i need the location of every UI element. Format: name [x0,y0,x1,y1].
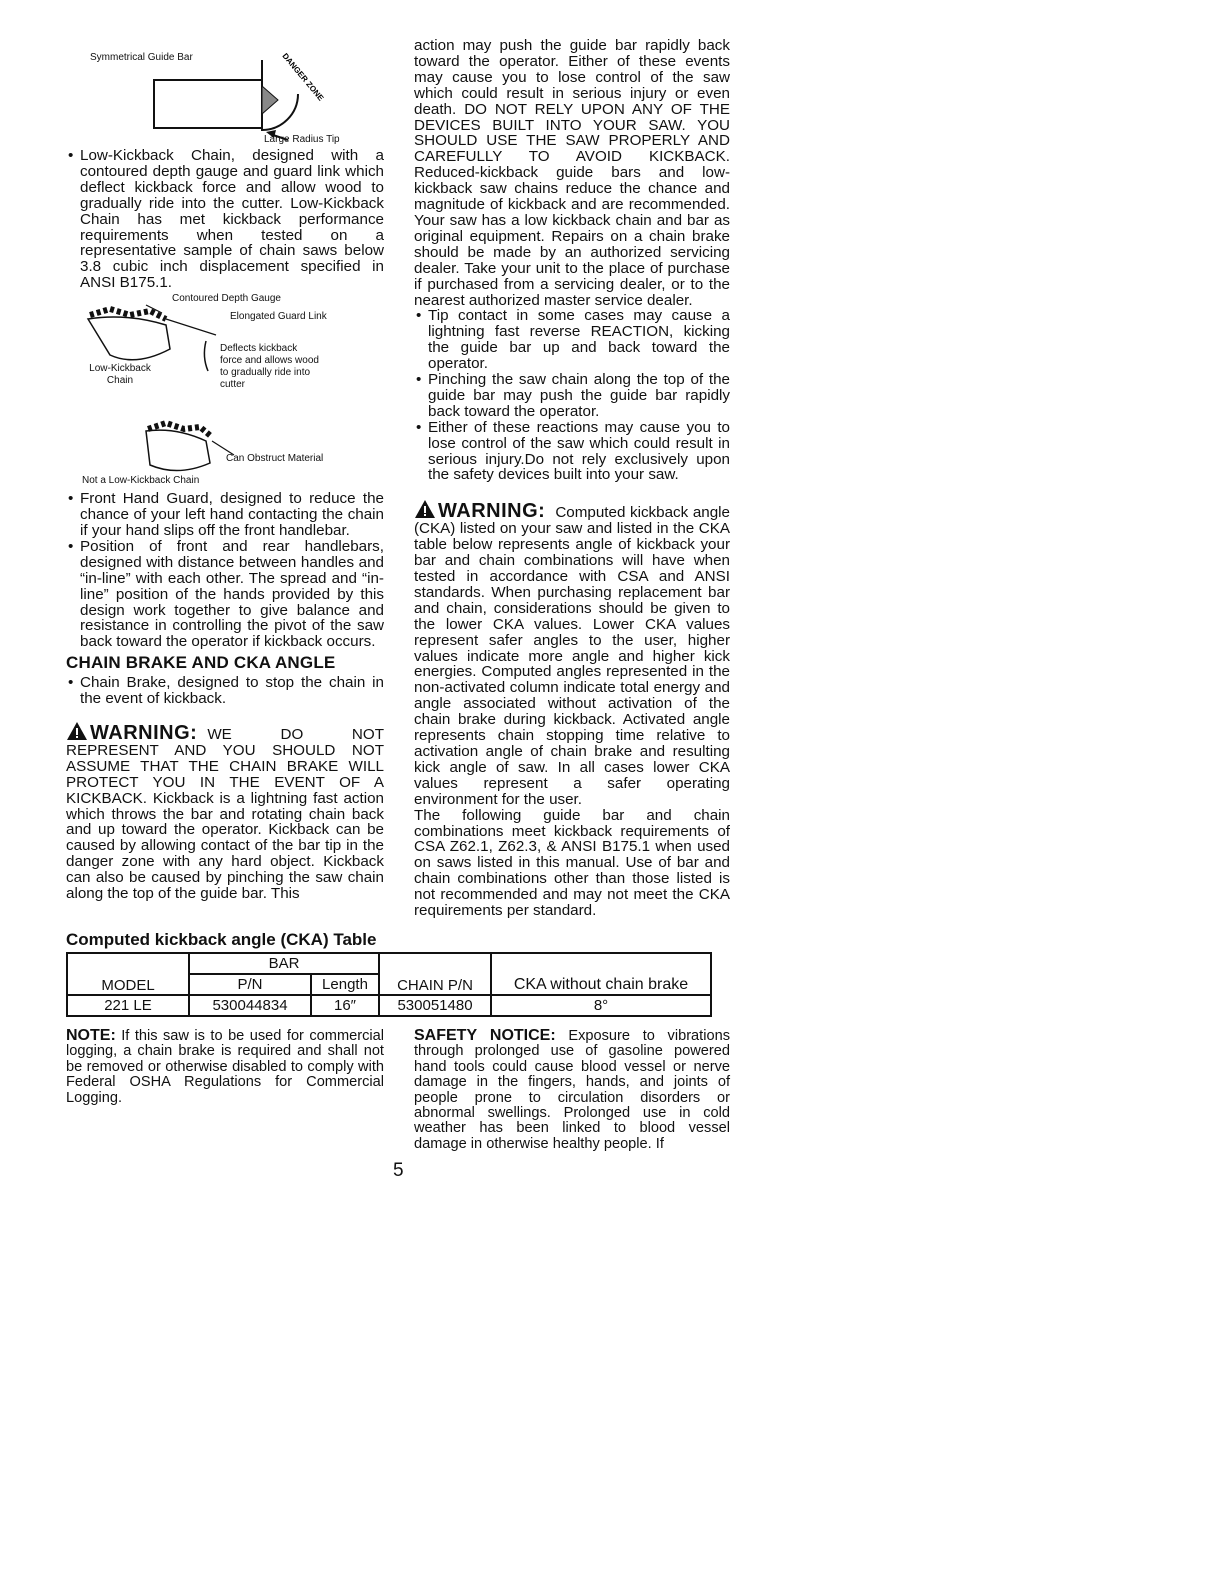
warning-icon [66,721,88,741]
length-cell: 16″ [311,995,379,1016]
pn-header: P/N [189,974,311,995]
warning-body: angle (CKA) listed on your saw and listed in the CKA table below represents angle of kickback your bar and chain combinations will have when tested in accordance with CSA and ANSI standards. When purchasing replacement bar and chain, considerations should be given to the lower CKA values. Lower CKA values represent safer angles to the user, higher values indicate more angle and higher kick energies. Computed angles represented in the non-activated column indicate total energy and angle associated without activation of the chain brake during kickback. Activated angle represents chain stopping time relative to activation angle of chain brake and resulting kick angle of saw. In all cases lower CKA values represent a safer operating environment for the user. [414,504,730,808]
low-kickback-bullet: • Low-Kickback Chain, designed with a contoured depth gauge and guard link which deflect kickback force and allow wood to gradually ride into the cutter. Low-Kickback Chain has met kickback performance requirements when tested on a representative sample of chain saws below 3.8 cubic inch displacement specified in ANSI B175.1. [66,148,384,291]
warning-body: Kickback is a lightning fast action which throws the bar and rotating chain back and up toward the operator. Kickback can be caused by allowing contact of the bar tip in the danger zone with any hard object. Kickback can also be caused by pinching the saw chain along the top of the guide bar. This [66,789,384,903]
right-warning [414,499,730,807]
not-low-label: Not a Low-Kickback Chain [82,475,200,487]
table-row [67,995,711,1016]
deflects-label: Deflects kickback force and allows wood to gradually ride into cutter [220,343,319,391]
chain-brake-heading: CHAIN BRAKE AND CKA ANGLE [66,653,336,673]
following-combinations: The following guide bar and chain combinations meet kickback requirements of CSA Z62.1, Z62.3, & ANSI B175.1 when used on saws listed in this manual. Use of bar and chain combinations other than those listed is not recommended and may not meet the CKA requirements per standard. [414,806,730,920]
left-warning [66,721,384,902]
note-body: If this saw is to be used for commercial logging, a chain brake is required and shall not be removed or otherwise disabled to comply with Federal OSHA Regulations for Commercial Logging. [66,1028,384,1106]
cka-cell: 8° [491,995,711,1016]
safety-bullets-1 [66,148,384,291]
left-column [66,38,384,902]
either-reaction-bullet: • Either of these reactions may cause you to lose control of the saw which could result in serious injury.Do not rely exclusively upon the safety devices built into your saw. [414,420,730,484]
reaction-bullets [414,308,730,483]
pinching-bullet: • Pinching the saw chain along the top of the guide bar may push the guide bar rapidly back toward the operator. [414,372,730,420]
low-kickback-chain-figure [66,291,384,419]
left-warning-block [66,721,384,902]
model-cell: 221 LE [67,995,189,1016]
not-low-kickback-figure [66,419,384,491]
kickback-continuation: action may push the guide bar rapidly back toward the operator. Either of these events may cause you to lose control of the saw which could result in serious injury or even death. DO NOT RELY UPON ANY OF THE DEVICES BUILT INTO YOUR SAW. YOU SHOULD USE THE SAW PROPERLY AND CAREFULLY TO AVOID KICKBACK. Reduced-kickback guide bars and low-kickback saw chains reduce the chance and magnitude of kickback and are recommended. Your saw has a low kickback chain and bar as original equipment. Repairs on a chain brake should be made by an authorized servicing dealer. Take your unit to the place of purchase if purchased from a servicing dealer, or to the nearest authorized master service dealer. [414,37,730,309]
chain-brake-bullet: • Chain Brake, designed to stop the chain in the event of kickback. [66,675,384,707]
guide-bar-diagram [66,38,384,146]
warning-label: WARNING: [90,722,198,745]
depth-gauge-label: Contoured Depth Gauge [172,293,281,305]
cka-table-title: Computed kickback angle (CKA) Table [66,930,377,949]
bar-header: BAR [189,953,379,974]
note-label: NOTE: [66,1027,116,1044]
guide-bar-figure [66,38,384,146]
pn-cell: 530044834 [189,995,311,1016]
safety-notice-body: Exposure to vibrations through prolonged use of gasoline powered hand tools could cause blood vessel or nerve damage in the fingers, hands, and joints of people prone to circulation disorders or abnormal swellings. Prolonged use in cold weather has been linked to blood vessel damage in otherwise healthy people. If [414,1028,730,1152]
chain-header: CHAIN P/N [379,953,491,995]
page-number: 5 [393,1160,404,1181]
chain-brake-bullets [66,675,384,707]
table-header-row [67,953,711,974]
warning-lead: Computed kickback [555,504,689,522]
guard-link-label: Elongated Guard Link [230,311,327,323]
danger-zone-label: DANGER ZONE [280,51,326,103]
guide-bar-label: Symmetrical Guide Bar [90,52,193,63]
tip-contact-bullet: • Tip contact in some cases may cause a lightning fast reverse REACTION, kicking the guide bar up and back toward the operator. [414,308,730,372]
front-guard-bullet: • Front Hand Guard, designed to reduce the chance of your left hand contacting the chain if your hand slips off the front handlebar. [66,491,384,539]
large-radius-tip-label: Large Radius Tip [264,134,340,145]
length-header: Length [311,974,379,995]
chain-cell: 530051480 [379,995,491,1016]
model-header: MODEL [67,953,189,995]
safety-notice [414,1028,730,1152]
warning-lead: WE DO NOT REPRESENT AND YOU SHOULD NOT ASSUME THAT THE CHAIN BRAKE WILL PROTECT YOU IN THE EVENT OF A KICKBACK. [66,726,384,807]
warning-icon [414,499,436,519]
cka-header: CKA without chain brake [491,953,711,995]
warning-label: WARNING: [438,500,546,523]
right-warning-block [414,499,730,807]
safety-bullets-2 [66,491,384,650]
right-column [414,38,730,919]
chain-label: Low-Kickback Chain [89,363,151,387]
safety-notice-label: SAFETY NOTICE: [414,1027,556,1044]
commercial-logging-note [66,1028,384,1106]
cka-table [66,952,712,1017]
handlebar-position-bullet: • Position of front and rear handlebars, designed with distance between handles and “in-line” with each other. The spread and “in-line” position of the hands provided by this design work together to give balance and resistance in controlling the pivot of the saw back toward the operator if kickback occurs. [66,539,384,650]
obstruct-label: Can Obstruct Material [226,453,324,465]
